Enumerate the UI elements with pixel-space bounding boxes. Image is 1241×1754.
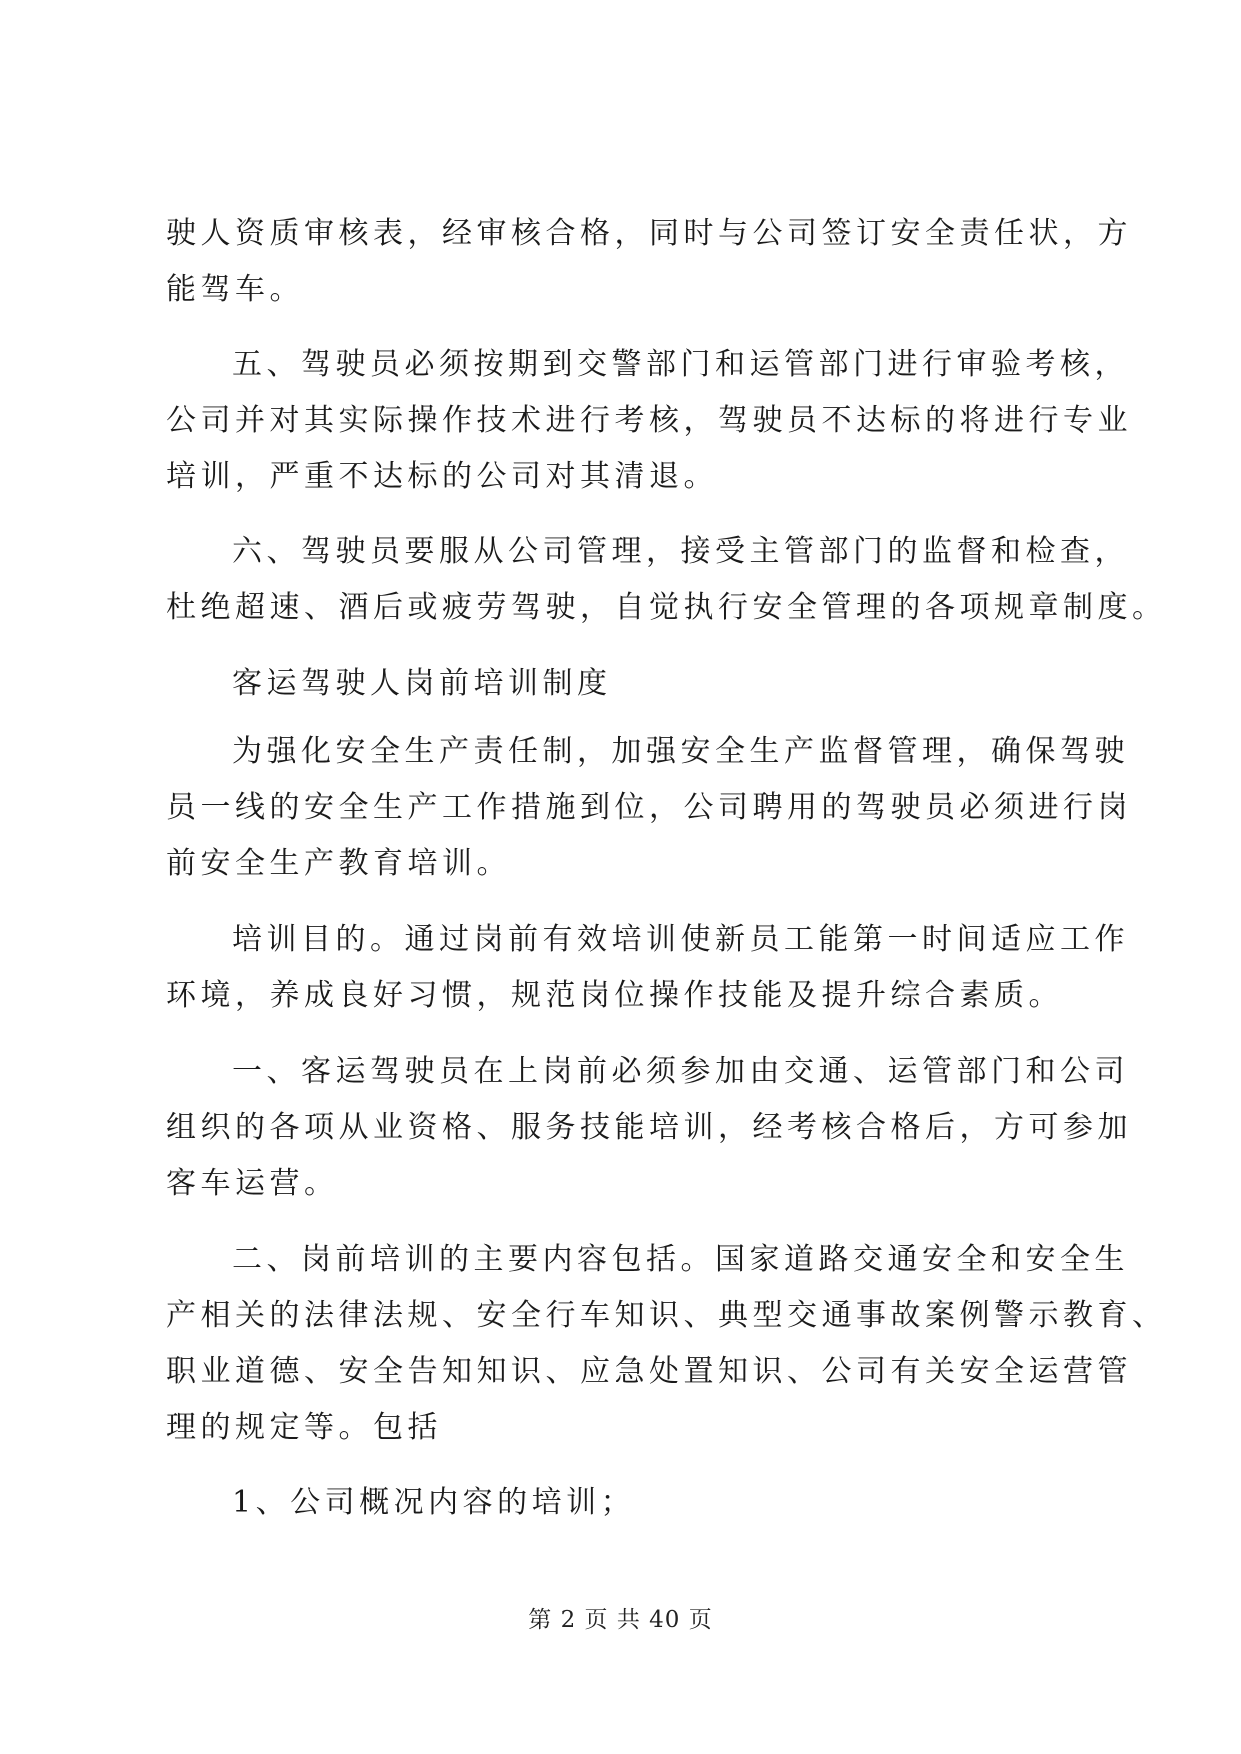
text-line-15: 组织的各项从业资格、服务技能培训，经考核合格后，方可参加 xyxy=(166,1110,1132,1145)
text-line-12: 培训目的。通过岗前有效培训使新员工能第一时间适应工作 xyxy=(232,922,1129,957)
text-line-21: 1、公司概况内容的培训； xyxy=(232,1485,636,1520)
section-heading: 客运驾驶人岗前培训制度 xyxy=(232,666,612,701)
text-line-18: 产相关的法律法规、安全行车知识、典型交通事故案例警示教育、 xyxy=(166,1298,1167,1333)
text-line-14: 一、客运驾驶员在上岗前必须参加由交通、运管部门和公司 xyxy=(232,1054,1129,1089)
text-line-16: 客车运营。 xyxy=(166,1166,339,1201)
text-line-20: 理的规定等。包括 xyxy=(166,1410,442,1445)
text-line-9: 为强化安全生产责任制，加强安全生产监督管理，确保驾驶 xyxy=(232,734,1129,769)
text-line-10: 员一线的安全生产工作措施到位，公司聘用的驾驶员必须进行岗 xyxy=(166,790,1132,825)
text-line-2: 能驾车。 xyxy=(166,272,304,307)
text-line-3: 五、驾驶员必须按期到交警部门和运管部门进行审验考核， xyxy=(232,347,1129,382)
text-line-6: 六、驾驶员要服从公司管理，接受主管部门的监督和检查， xyxy=(232,534,1129,569)
text-line-19: 职业道德、安全告知知识、应急处置知识、公司有关安全运营管 xyxy=(166,1354,1132,1389)
text-line-11: 前安全生产教育培训。 xyxy=(166,846,511,881)
text-line-4: 公司并对其实际操作技术进行考核，驾驶员不达标的将进行专业 xyxy=(166,403,1132,438)
text-line-17: 二、岗前培训的主要内容包括。国家道路交通安全和安全生 xyxy=(232,1242,1129,1277)
text-line-7: 杜绝超速、酒后或疲劳驾驶，自觉执行安全管理的各项规章制度。 xyxy=(166,590,1167,625)
text-line-5: 培训，严重不达标的公司对其清退。 xyxy=(166,459,718,494)
text-line-1: 驶人资质审核表，经审核合格，同时与公司签订安全责任状，方 xyxy=(166,216,1132,251)
text-line-13: 环境，养成良好习惯，规范岗位操作技能及提升综合素质。 xyxy=(166,978,1063,1013)
page-number-footer: 第 2 页 共 40 页 xyxy=(528,1607,713,1633)
